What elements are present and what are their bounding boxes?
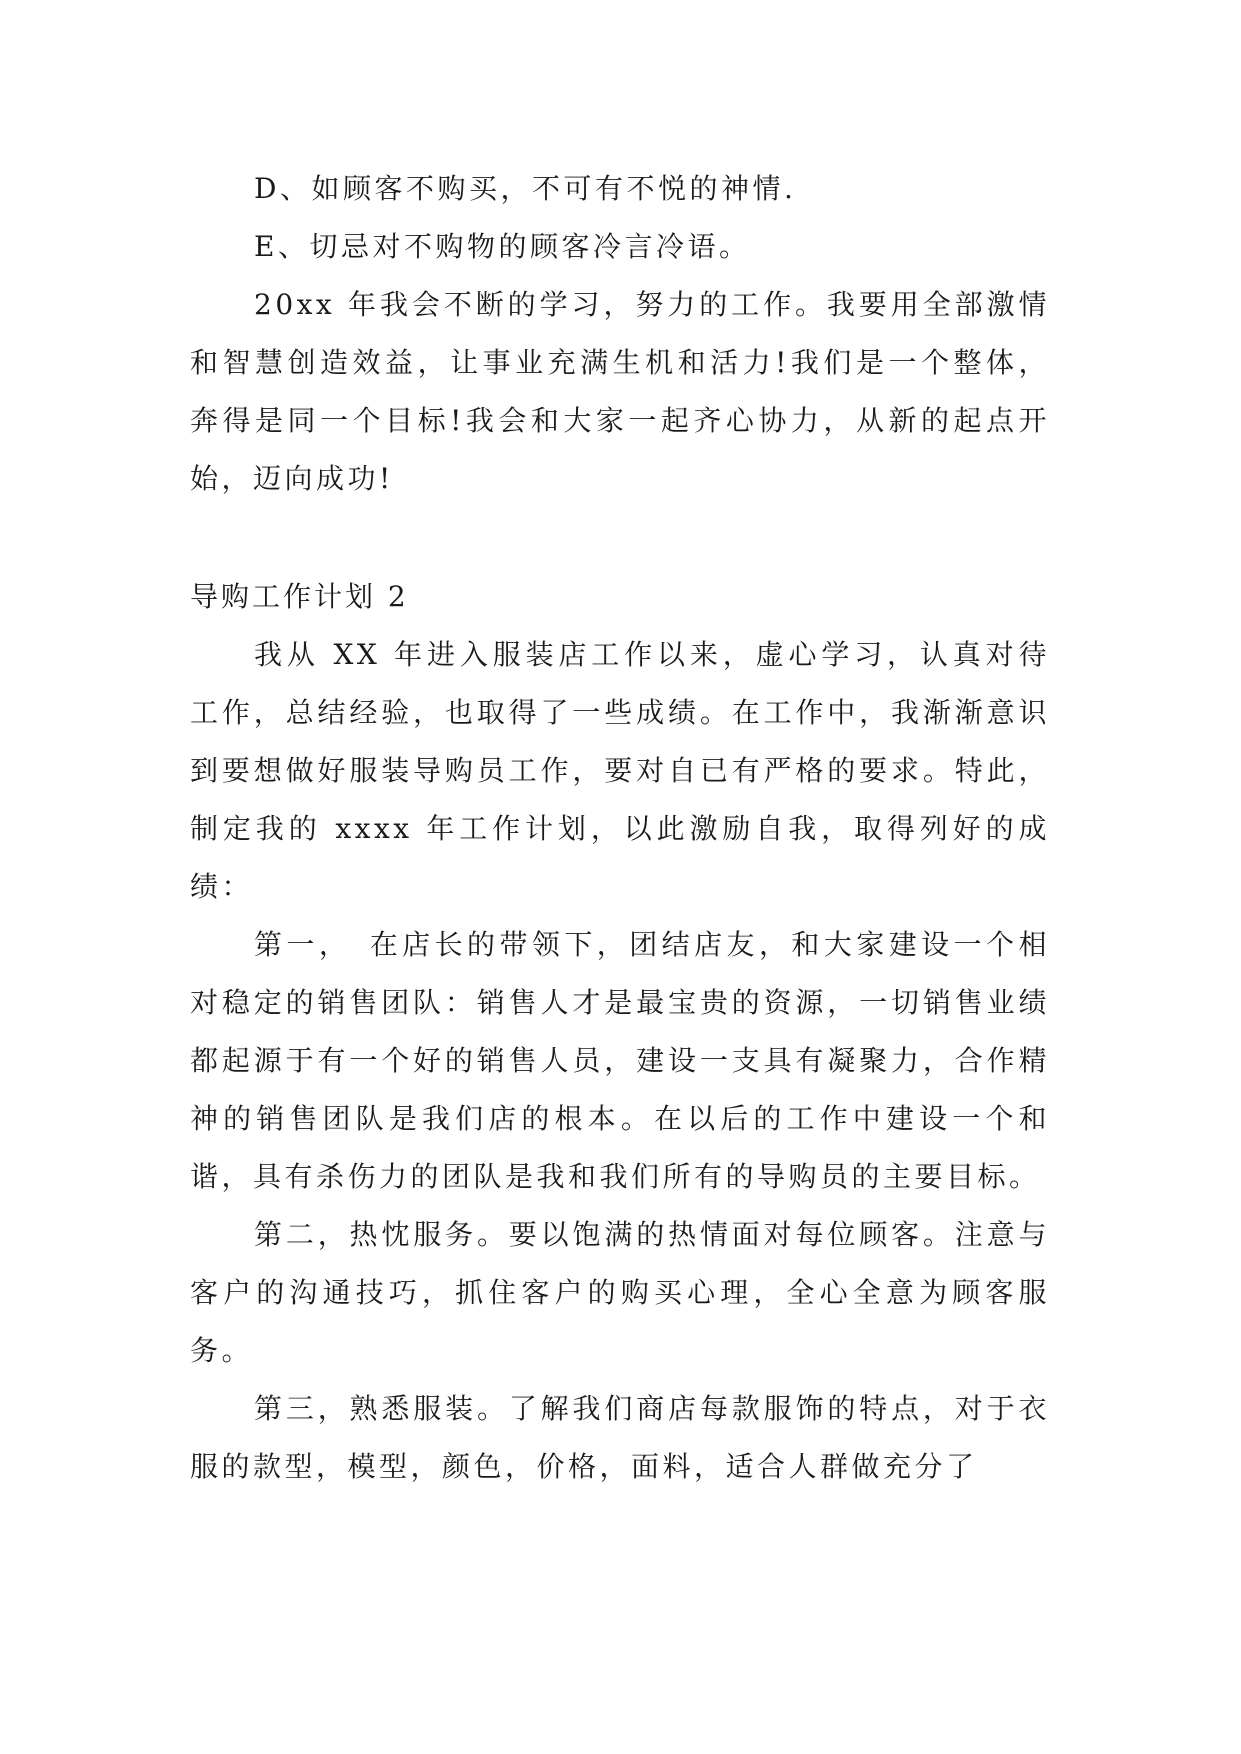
paragraph-third: 第三，熟悉服装。了解我们商店每款服饰的特点，对于衣服的款型，模型，颜色，价格，面料，适合人群做充分了	[190, 1392, 1050, 1483]
paragraph-first: 第一， 在店长的带领下，团结店友，和大家建设一个相对稳定的销售团队：销售人才是最宝贵的资源，一切销售业绩都起源于有一个好的销售人员，建设一支具有凝聚力，合作精神的销售团队是我们店的根本。在以后的工作中建设一个和谐，具有杀伤力的团队是我和我们所有的导购员的主要目标。	[190, 928, 1050, 1193]
paragraph-e: E、切忌对不购物的顾客冷言冷语。	[254, 230, 751, 263]
paragraph-closing: 20xx 年我会不断的学习，努力的工作。我要用全部激情和智慧创造效益，让事业充满生机和活力!我们是一个整体，奔得是同一个目标!我会和大家一起齐心协力，从新的起点开始，迈向成功!	[190, 288, 1050, 495]
paragraph-second: 第二，热忱服务。要以饱满的热情面对每位顾客。注意与客户的沟通技巧，抓住客户的购买心理，全心全意为顾客服务。	[190, 1218, 1050, 1367]
document-body	[190, 160, 1050, 1496]
paragraph-d: D、如顾客不购买，不可有不悦的神情.	[254, 172, 797, 205]
section-gap	[190, 508, 1050, 568]
paragraph-intro: 我从 XX 年进入服装店工作以来，虚心学习，认真对待工作，总结经验，也取得了一些成绩。在工作中，我渐渐意识到要想做好服装导购员工作，要对自已有严格的要求。特此，制定我的 xxxx 年工作计划，以此激励自我，取得列好的成绩：	[190, 638, 1050, 903]
section-title: 导购工作计划 2	[190, 580, 409, 613]
